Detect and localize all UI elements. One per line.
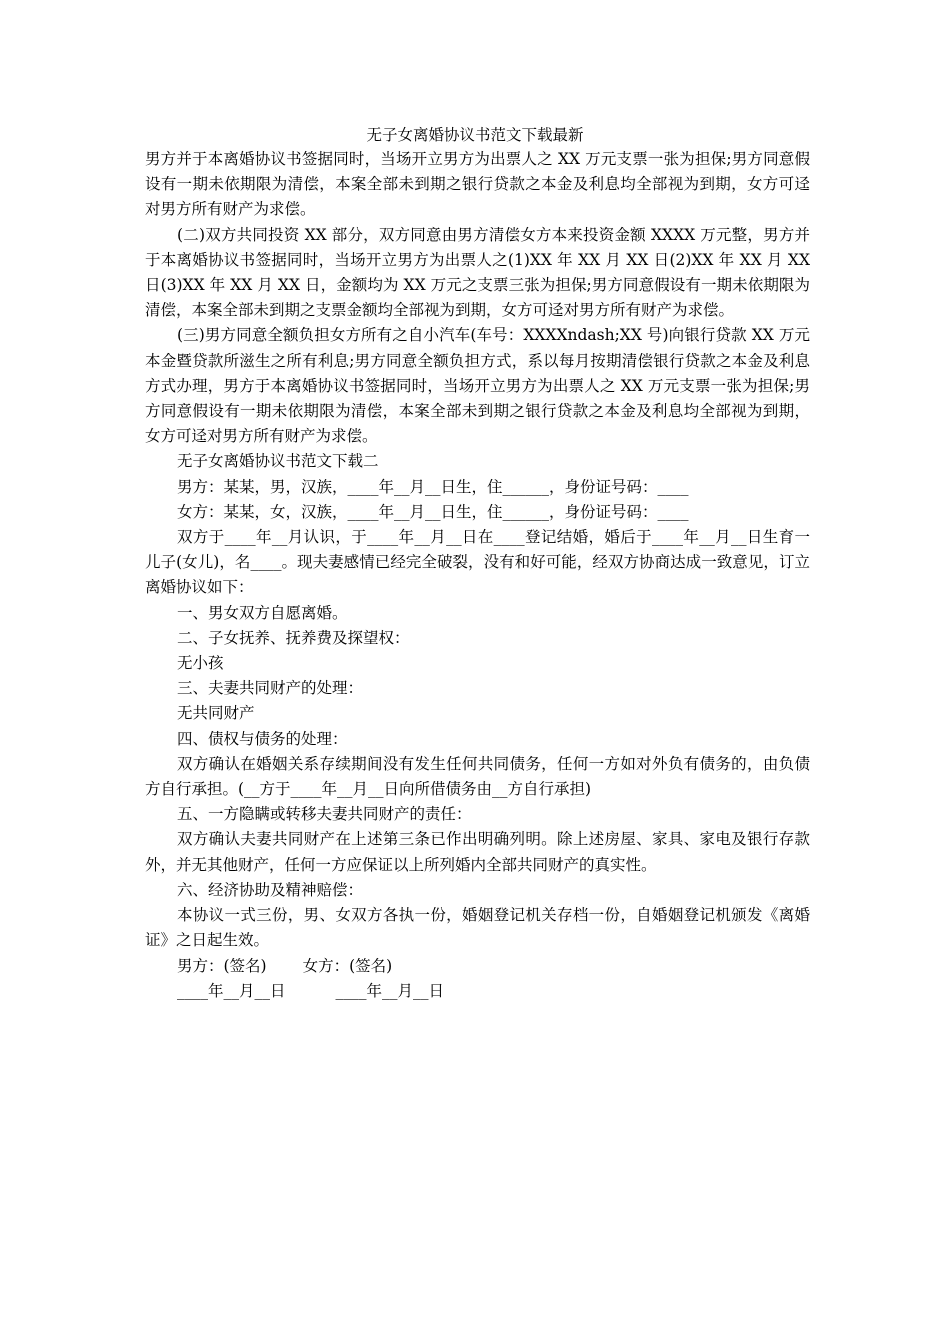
clause-heading: 二、子女抚养、抚养费及探望权： (177, 628, 410, 647)
man-signature-date: ____年__月__日 (177, 981, 286, 1000)
paragraph: 男方并于本离婚协议书签据同时，当场开立男方为出票人之 XX 万元支票一张为担保;男方同意假设有一期未依期限为清偿，本案全部未到期之银行贷款之本金及利息均全部视为到期，女方可迳对男方所有财产为求偿。 (145, 150, 810, 219)
paragraph: 双方于____年__月认识，于____年__月__日在____登记结婚，婚后于____年__月__日生育一儿子(女儿)，名____。现夫妻感情已经完全破裂，没有和好可能，经双方协商达成一致意见，订立离婚协议如下： (145, 528, 810, 597)
clause-heading: 三、夫妻共同财产的处理： (177, 679, 364, 698)
clause-text: 无共同财产 (177, 704, 255, 723)
section-subtitle: 无子女离婚协议书范文下载二 (177, 452, 379, 471)
document-title: 无子女离婚协议书范文下载最新 (366, 126, 584, 144)
clause-text: 双方确认夫妻共同财产在上述第三条已作出明确列明。除上述房屋、家具、家电及银行存款外，并无其他财产，任何一方应保证以上所列婚内全部共同财产的真实性。 (145, 830, 810, 874)
signature-row (145, 954, 810, 979)
man-signature-label: 男方：(签名) (177, 956, 267, 975)
clause-text: 双方确认在婚姻关系存续期间没有发生任何共同债务，任何一方如对外负有债务的，由负债方自行承担。(__方于____年__月__日向所借债务由__方自行承担) (145, 754, 810, 799)
woman-signature-date: ____年__月__日 (335, 981, 445, 1000)
clause-heading: 五、一方隐瞒或转移夫妻共同财产的责任： (177, 805, 472, 824)
woman-signature-label: 女方：(签名) (302, 956, 393, 975)
clause-heading: 四、债权与债务的处理： (177, 729, 348, 748)
clause-text: 本协议一式三份，男、女双方各执一份，婚姻登记机关存档一份，自婚姻登记机颁发《离婚证》之日起生效。 (145, 906, 810, 950)
clause-text: 无小孩 (177, 654, 224, 673)
clause-heading: 一、男女双方自愿离婚。 (177, 603, 348, 622)
date-row (145, 979, 810, 1004)
woman-info: 女方：某某，女，汉族，____年__月__日生，住______，身份证号码：____ (177, 502, 689, 521)
clause-heading: 六、经济协助及精神赔偿： (177, 880, 364, 899)
man-info: 男方：某某，男，汉族，____年__月__日生，住______，身份证号码：____ (177, 477, 689, 496)
paragraph: (二)双方共同投资 XX 部分，双方同意由男方清偿女方本来投资金额 XXXX 万元整，男方并于本离婚协议书签据同时，当场开立男方为出票人之(1)XX 年 XX 月 XX 日(2)XX 年 XX 月 XX 日(3)XX 年 XX 月 XX 日，金额均为 XX 万元之支票三张为担保;男方同意假设有一期未依期限为清偿，本案全部未到期之支票金额均全部视为到期，女方可迳对男方所有财产为求偿。 (145, 225, 810, 320)
document-body (145, 147, 810, 1004)
paragraph: (三)男方同意全额负担女方所有之自小汽车(车号：XXXXndash;XX 号)向银行贷款 XX 万元本金暨贷款所滋生之所有利息;男方同意全额负担方式，系以每月按期清偿银行贷款之本金及利息方式办理，男方于本离婚协议书签据同时，当场开立男方为出票人之 XX 万元支票一张为担保;男方同意假设有一期未依期限为清偿，本案全部未到期之银行贷款之本金及利息均全部视为到期，女方可迳对男方所有财产为求偿。 (145, 326, 810, 446)
